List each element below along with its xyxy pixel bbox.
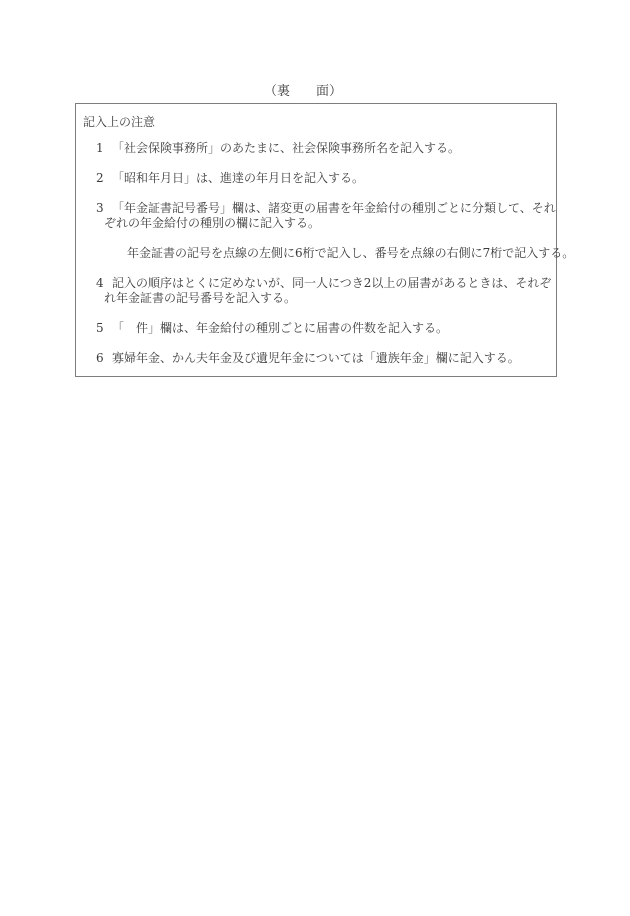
note-item-2-number: 2 xyxy=(96,171,104,185)
note-line: 寡婦年金、かん夫年金及び遺児年金については「遺族年金」欄に記入する。 xyxy=(112,351,520,365)
note-line: 「年金証書記号番号」欄は、諸変更の届書を年金給付の種別ごとに分類して、それ xyxy=(112,201,556,215)
note-item-1 xyxy=(96,141,556,156)
note-line: 年金証書の記号を点線の左側に6桁で記入し、番号を点線の右側に7桁で記入する。 xyxy=(127,246,575,260)
note-line: ぞれの年金給付の種別の欄に記入する。 xyxy=(104,216,321,230)
note-line: 「昭和年月日」は、進達の年月日を記入する。 xyxy=(112,171,365,185)
note-item-6-number: 6 xyxy=(96,351,104,365)
note-line: 記入の順序はとくに定めないが、同一人につき2以上の届書があるときは、それぞ xyxy=(112,276,552,290)
note-line: 「 件」欄は、年金給付の種別ごとに届書の件数を記入する。 xyxy=(112,321,449,335)
note-item-3-number: 3 xyxy=(96,201,104,215)
notes-box xyxy=(75,103,575,377)
note-item-5-text xyxy=(112,321,556,336)
note-item-1-number: 1 xyxy=(96,141,104,155)
note-item-2 xyxy=(96,171,556,186)
note-line: 「社会保険事務所」のあたまに、社会保険事務所名を記入する。 xyxy=(112,141,461,155)
note-item-4-text xyxy=(104,276,556,306)
note-item-3 xyxy=(96,201,556,231)
note-item-6 xyxy=(96,351,556,366)
note-subparagraph-text xyxy=(127,246,574,261)
note-item-5-number: 5 xyxy=(96,321,104,335)
note-line: れ年金証書の記号番号を記入する。 xyxy=(104,291,297,305)
note-item-4 xyxy=(96,276,556,306)
note-item-1-text xyxy=(112,141,556,156)
note-item-3-text xyxy=(104,201,556,231)
note-item-2-text xyxy=(112,171,556,186)
note-item-5 xyxy=(96,321,556,336)
note-item-3-subparagraph xyxy=(127,246,575,261)
page-side-label: （裏 面） xyxy=(263,84,342,99)
notes-title: 記入上の注意 xyxy=(83,115,156,129)
note-item-6-text xyxy=(112,351,556,366)
note-item-4-number: 4 xyxy=(96,276,104,290)
